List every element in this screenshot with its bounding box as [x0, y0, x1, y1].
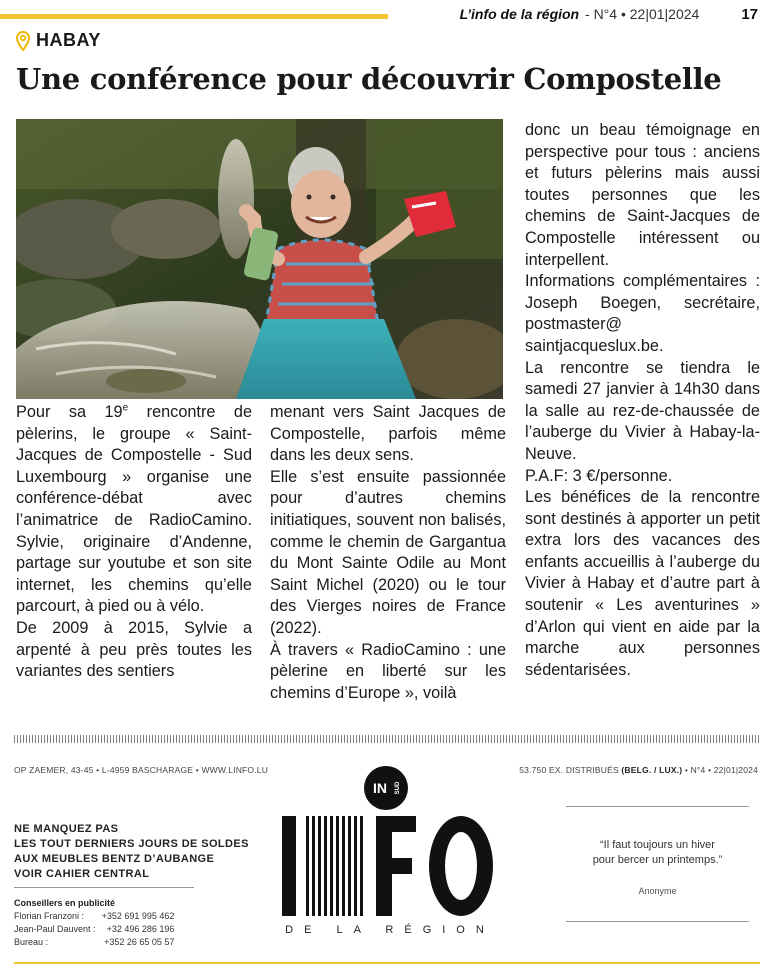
col2-paragraph-2: Elle s’est ensuite passionnée pour d’autres chemins initiatiques, souvent non balisés, comme le chemin de Gargantua du Mont Sainte Odile au Mont Saint Michel (2020) ou le tour des Vierges noires de France (2022). — [270, 467, 506, 637]
col1-p1-start: Pour sa 19 — [16, 403, 123, 421]
col2-paragraph-3: À travers « RadioCamino : une pèlerine en liberté sur les chemins d’Europe », voilà — [270, 640, 506, 702]
advisor-row — [14, 936, 174, 949]
col2-paragraph-1: menant vers Saint Jacques de Compostelle, parfois même dans les deux sens. — [270, 403, 506, 465]
bottom-accent-rule — [14, 962, 760, 964]
ad-advisors — [14, 898, 174, 949]
advisor-name: Bureau : — [14, 937, 49, 947]
hatched-divider — [14, 735, 760, 743]
info-de-la-region-logo — [276, 758, 504, 938]
col1-paragraph-2: De 2009 à 2015, Sylvie a arpenté à peu près toutes les variantes des sentiers — [16, 618, 252, 681]
advisor-phone: +352 691 995 462 — [101, 911, 175, 921]
promo-divider — [14, 887, 194, 888]
article-column-1 — [16, 402, 252, 683]
publisher-address: OP ZAEMER, 43-45 • L-4959 BASCHARAGE • WWW.LINFO.LU — [14, 765, 269, 775]
logo-fo — [376, 816, 493, 916]
promo-line: VOIR CAHIER CENTRAL — [14, 868, 150, 880]
col3-paragraph-3: La rencontre se tiendra le samedi 27 janvier à 14h30 dans la salle au rez-de-chaussée de l’auberge du Vivier à Habay-la-Neuve. — [525, 358, 760, 463]
logo-striped-in — [282, 816, 366, 916]
col3-paragraph-4: P.A.F: 3 €/personne. — [525, 466, 673, 485]
distribution-info — [519, 765, 758, 775]
logo-tagline: DE LA RÉGION — [285, 924, 495, 936]
article-photo — [16, 119, 503, 399]
advisors-title: Conseillers en publicité — [14, 898, 116, 908]
quote-divider-bottom — [566, 921, 749, 922]
col1-paragraph-1 — [16, 402, 252, 618]
promo-line: AUX MEUBLES BENTZ D’AUBANGE — [14, 853, 215, 865]
advisors-table — [14, 910, 174, 949]
col3-paragraph-1: donc un beau témoignage en perspective pour tous : anciens et futurs pèlerins mais aussi toutes personnes que les chemins de Saint-Jacques de Compostelle intéressent ou interpellent. — [525, 121, 760, 269]
quote-divider-top — [566, 806, 749, 807]
logo-seal-text: IN — [373, 780, 387, 796]
col1-p1-rest: rencontre de pèlerins, le groupe « Saint-Jacques de Compostelle - Sud Luxembourg » organise une conférence-débat avec l’animatrice de RadioCamino. Sylvie, originaire d’Andenne, partage sur youtube et son site internet, les chemins qu’elle parcourt, à pied ou à vélo. — [16, 403, 252, 616]
advisor-name: Florian Franzoni : — [14, 911, 85, 921]
logo-seal-sub: SUD — [395, 781, 401, 795]
article-column-2 — [270, 402, 506, 704]
section-label: HABAY — [36, 30, 101, 50]
top-accent-rule — [0, 14, 388, 19]
promo-line: NE MANQUEZ PAS — [14, 823, 119, 835]
col3-paragraph-5: Les bénéfices de la rencontre sont destinés à apporter un petit extra lors des vacances des enfants accueillis à l’auberge du Vivier à Habay et d’autre part à soutenir « Les aventurines » d’Arlon qui vient en aide par la marche aux personnes sédentarisées. — [525, 488, 760, 679]
distribution-count: 53.750 EX. DISTRIBUÉS — [519, 765, 622, 775]
advisor-name: Jean-Paul Dauvent : — [14, 924, 96, 934]
distribution-issue: • N°4 • 22|01|2024 — [682, 765, 758, 775]
advisor-row — [14, 923, 174, 936]
masthead-issue: - N°4 • 22|01|2024 — [581, 6, 700, 22]
quote-line: “Il faut toujours un hiver — [600, 839, 715, 851]
col3-paragraph-2: Informations complémentaires : Joseph Boegen, secrétaire, postmaster@ saintjacqueslux.be. — [525, 272, 760, 355]
location-pin-icon — [16, 31, 30, 51]
quote-line: pour bercer un printemps.” — [592, 854, 723, 866]
article-headline: Une conférence pour découvrir Compostelle — [16, 62, 722, 96]
advisor-row — [14, 910, 174, 923]
distribution-region: (BELG. / LUX.) — [621, 765, 683, 775]
info-logo-graphic — [276, 758, 504, 938]
promo-line: LES TOUT DERNIERS JOURS DE SOLDES — [14, 838, 249, 850]
section-kicker — [16, 30, 101, 51]
quote-author: Anonyme — [638, 886, 677, 896]
masthead — [460, 6, 758, 23]
advisor-phone: +32 496 286 196 — [106, 924, 175, 934]
article-column-3 — [525, 120, 760, 681]
quote-text — [566, 838, 749, 868]
masthead-brand: L’info de la région — [459, 6, 580, 22]
col1-p1-superscript: e — [122, 402, 129, 414]
page-number: 17 — [741, 6, 758, 23]
advisor-phone: +352 26 65 05 57 — [104, 937, 175, 947]
pilgrim-photo-illustration — [16, 119, 503, 399]
sales-promo — [14, 822, 249, 882]
